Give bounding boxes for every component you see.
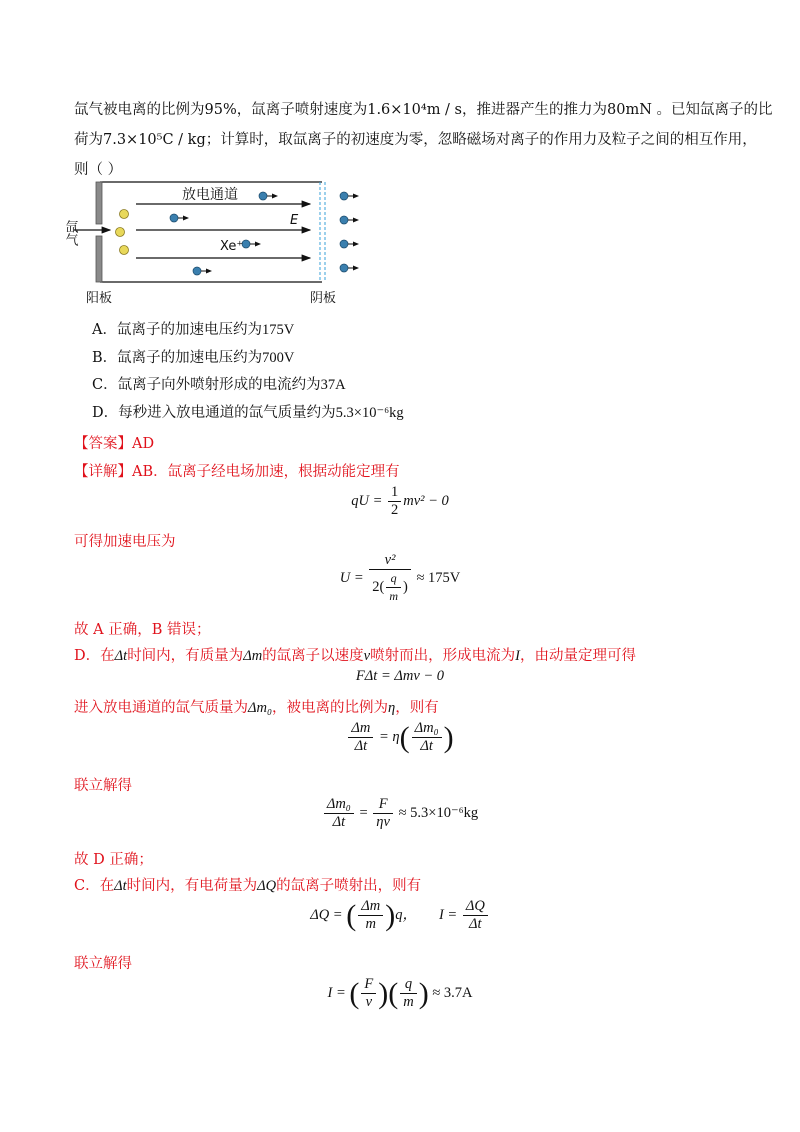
xenon-ion [170, 214, 188, 222]
ab-conclusion: 故 A 正确，B 错误； [74, 622, 211, 638]
xenon-ion [340, 192, 358, 200]
xenon-atom [116, 228, 125, 237]
option-a[interactable] [92, 318, 294, 339]
xenon-atom [120, 210, 129, 219]
answer-value: AD [132, 436, 155, 452]
option-value: 37A [320, 377, 346, 393]
option-letter: C． [92, 377, 118, 393]
option-value: 700V [262, 350, 295, 366]
option-text: 氙离子向外喷射形成的电流约为 [117, 377, 321, 393]
question-line-3: 则（ ） [74, 162, 123, 178]
xenon-ion [193, 267, 211, 275]
equation-momentum: FΔt = Δmv − 0 [355, 668, 445, 684]
accel-voltage-text: 可得加速电压为 [74, 534, 176, 550]
anode-plate-lower [96, 236, 102, 282]
detail-label: 【详解】 [74, 464, 132, 480]
equation-mass-rate: $\frac{\text{Δm₀}}{\Delta t}$ = $\frac{F}{\eta v}$ ≈ 5.3×10⁻⁶kg [0, 796, 800, 831]
option-value: 5.3×10⁻⁶kg [335, 405, 404, 421]
cathode-label: 阴板 [310, 291, 337, 306]
anode-plate-upper [96, 182, 102, 224]
option-c[interactable] [92, 373, 346, 394]
thruster-diagram [62, 178, 370, 308]
xenon-atom [120, 246, 129, 255]
option-letter: A． [92, 322, 117, 338]
equation-charge: ΔQ = ( $\frac{\Delta m}{m}$ )q， I = $\frac{\Delta Q}{\Delta t}$ [0, 898, 800, 933]
xenon-ion [242, 240, 260, 248]
option-text: 氙离子的加速电压约为 [117, 350, 263, 366]
detail-c-intro: C．在Δt时间内，有电荷量为ΔQ的氙离子喷射出，则有 [74, 878, 422, 894]
xenon-ion [259, 192, 277, 200]
d-conclusion: 故 D 正确； [74, 852, 153, 868]
xenon-ion [340, 216, 358, 224]
detail-d-mass-text: 进入放电通道的氙气质量为Δm₀，被电离的比例为η，则有 [74, 700, 439, 716]
detail-d-intro: D．在Δt时间内，有质量为Δm的氙离子以速度v喷射而出，形成电流为I，由动量定理可得 [74, 648, 636, 664]
xenon-ion [340, 240, 358, 248]
anode-label: 阳板 [86, 291, 113, 306]
xenon-ion [340, 264, 358, 272]
field-label: E [290, 213, 299, 228]
option-value: 175V [261, 322, 295, 338]
equation-accel-voltage: U = v² 2( $\frac{q}{m}$ ) ≈ 175V [339, 552, 461, 603]
channel-label: 放电通道 [182, 187, 238, 203]
gas-label: 氙气 [62, 220, 78, 246]
question-line-2: 荷为7.3×10⁵C / kg；计算时，取氙离子的初速度为零，忽略磁场对离子的作用力及粒子之间的相互作用， [74, 132, 757, 148]
equation-current: I = ( $\frac{F}{v}$ )( $\frac{q}{m}$ ) ≈ 3.7A [327, 976, 473, 1010]
answer-line [74, 432, 154, 453]
solve-text-2: 联立解得 [74, 956, 132, 972]
option-letter: D． [92, 405, 119, 421]
equation-ionization-ratio: $\frac{\Delta m}{\Delta t}$ = η( $\frac{\text{Δm₀}}{\Delta t}$ ) [0, 720, 800, 755]
answer-label: 【答案】 [74, 436, 132, 452]
option-letter: B． [92, 350, 118, 366]
question-line-1: 氙气被电离的比例为95%，氙离子喷射速度为1.6×10⁴m / s，推进器产生的推力为80mN 。已知氙离子的比 [74, 102, 773, 118]
equation-kinetic-energy: qU = $\frac{1}{2}$ mv² − 0 [351, 484, 449, 518]
detail-ab-intro: 【详解】AB．氙离子经电场加速，根据动能定理有 [74, 464, 400, 480]
option-d[interactable] [92, 401, 404, 422]
option-text: 氙离子的加速电压约为 [116, 322, 262, 338]
solve-text-1: 联立解得 [74, 778, 132, 794]
ion-label: Xe⁺ [220, 239, 244, 254]
option-b[interactable] [92, 346, 294, 367]
option-text: 每秒进入放电通道的氙气质量约为 [118, 405, 336, 421]
